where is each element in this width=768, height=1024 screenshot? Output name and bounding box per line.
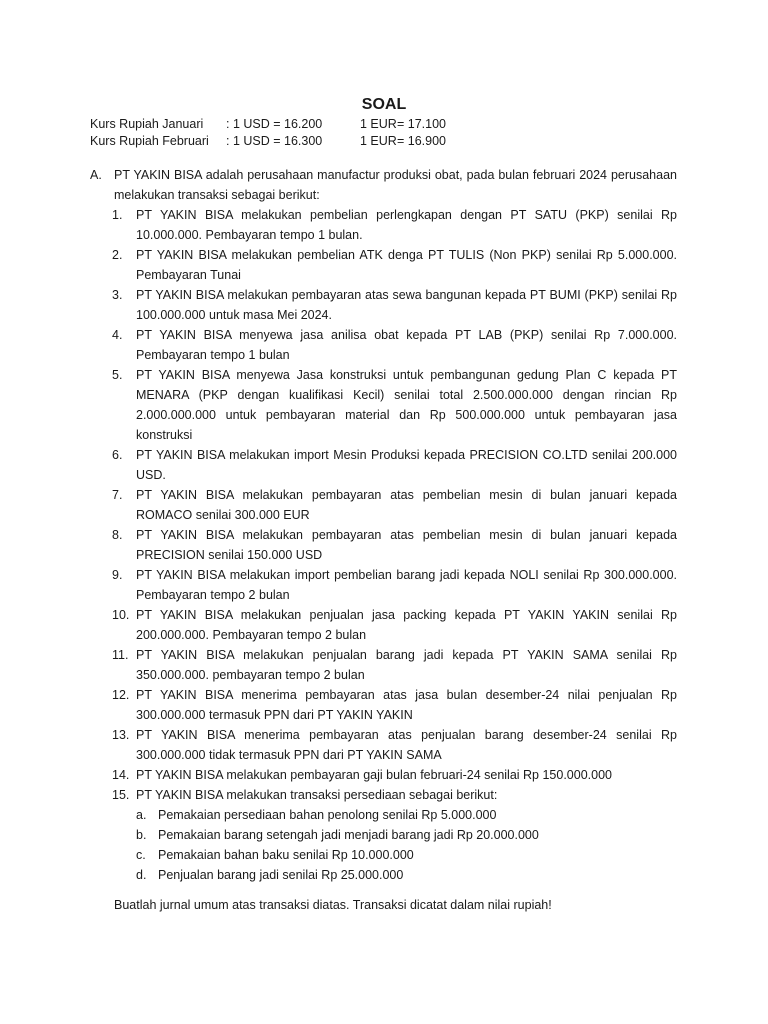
transaction-item — [90, 765, 677, 785]
section-a — [90, 166, 677, 205]
item-text: PT YAKIN BISA melakukan pembayaran gaji bulan februari-24 senilai Rp 150.000.000 — [136, 768, 612, 782]
sub-item-text: Pemakaian barang setengah jadi menjadi barang jadi Rp 20.000.000 — [158, 828, 539, 842]
item-text: PT YAKIN BISA melakukan penjualan barang jadi kepada PT YAKIN SAMA senilai Rp 350.000.000. pembayaran tempo 2 bulan — [136, 648, 677, 682]
transaction-item — [90, 485, 677, 525]
item-text: PT YAKIN BISA melakukan transaksi persediaan sebagai berikut: — [136, 788, 498, 802]
section-letter: A. — [90, 168, 102, 182]
item-text: PT YAKIN BISA menerima pembayaran atas jasa bulan desember-24 nilai penjualan Rp 300.000.000 termasuk PPN dari PT YAKIN YAKIN — [136, 688, 677, 722]
sub-item-text: Pemakaian persediaan bahan penolong senilai Rp 5.000.000 — [158, 808, 497, 822]
item-number: 5. — [112, 368, 123, 382]
item-text: PT YAKIN BISA melakukan pembayaran atas pembelian mesin di bulan januari kepada ROMACO senilai 300.000 EUR — [136, 488, 677, 522]
sub-item-text: Penjualan barang jadi senilai Rp 25.000.000 — [158, 868, 404, 882]
item-text: PT YAKIN BISA melakukan pembelian perlengkapan dengan PT SATU (PKP) senilai Rp 10.000.000. Pembayaran tempo 1 bulan. — [136, 208, 677, 242]
item-text: PT YAKIN BISA menyewa jasa anilisa obat kepada PT LAB (PKP) senilai Rp 7.000.000. Pembayaran tempo 1 bulan — [136, 328, 677, 362]
item-number: 15. — [112, 788, 130, 802]
sub-item-letter: a. — [136, 808, 147, 822]
item-number: 4. — [112, 328, 123, 342]
rate-usd: : 1 USD = 16.200 — [226, 117, 323, 131]
sub-item-letter: c. — [136, 848, 146, 862]
rate-eur-value: = 16.900 — [397, 134, 447, 148]
sub-item-letter: b. — [136, 828, 147, 842]
transaction-item — [90, 245, 677, 285]
item-text: PT YAKIN BISA melakukan pembayaran atas pembelian mesin di bulan januari kepada PRECISION senilai 150.000 USD — [136, 528, 677, 562]
section-intro: PT YAKIN BISA adalah perusahaan manufactur produksi obat, pada bulan februari 2024 perusahaan melakukan transaksi sebagai berikut: — [114, 168, 677, 202]
transaction-item — [90, 725, 677, 765]
item-number: 9. — [112, 568, 123, 582]
item-number: 3. — [112, 288, 123, 302]
transaction-item — [90, 605, 677, 645]
item-number: 7. — [112, 488, 123, 502]
rate-label: Kurs Rupiah Februari — [90, 134, 209, 148]
item-number: 2. — [112, 248, 123, 262]
item-text: PT YAKIN BISA menerima pembayaran atas penjualan barang desember-24 senilai Rp 300.000.000 tidak termasuk PPN dari PT YAKIN SAMA — [136, 728, 677, 762]
rate-eur-value: = 17.100 — [397, 117, 447, 131]
transaction-item — [90, 325, 677, 365]
sub-item — [136, 845, 677, 865]
sub-item — [136, 825, 677, 845]
transaction-item — [90, 645, 677, 685]
item-number: 11. — [112, 648, 129, 662]
item-text: PT YAKIN BISA melakukan pembayaran atas sewa bangunan kepada PT BUMI (PKP) senilai Rp 100.000.000 untuk masa Mei 2024. — [136, 288, 677, 322]
item-number: 8. — [112, 528, 123, 542]
rate-eur-unit: 1 EUR — [360, 117, 397, 131]
item-number: 14. — [112, 768, 130, 782]
page-title: SOAL — [361, 96, 407, 113]
item-text: PT YAKIN BISA melakukan pembelian ATK denga PT TULIS (Non PKP) senilai Rp 5.000.000. Pembayaran Tunai — [136, 248, 677, 282]
sub-list — [136, 805, 677, 885]
item-number: 10. — [112, 608, 130, 622]
item-text: PT YAKIN BISA melakukan import pembelian barang jadi kepada NOLI senilai Rp 300.000.000. Pembayaran tempo 2 bulan — [136, 568, 677, 602]
rate-usd: : 1 USD = 16.300 — [226, 134, 323, 148]
item-text: PT YAKIN BISA menyewa Jasa konstruksi untuk pembangunan gedung Plan C kepada PT MENARA (PKP dengan kualifikasi Kecil) senilai total 2.500.000.000 dengan rincian Rp 2.000.000.000 untuk pembayaran material dan Rp 500.000.000 untuk pembayaran jasa konstruksi — [136, 368, 677, 442]
transaction-item — [90, 445, 677, 485]
transaction-item — [90, 685, 677, 725]
rate-eur-unit: 1 EUR — [360, 134, 397, 148]
item-number: 6. — [112, 448, 123, 462]
sub-item — [136, 805, 677, 825]
item-number: 12. — [112, 688, 130, 702]
sub-item-letter: d. — [136, 868, 147, 882]
sub-item-text: Pemakaian bahan baku senilai Rp 10.000.000 — [158, 848, 414, 862]
item-number: 13. — [112, 728, 130, 742]
item-text: PT YAKIN BISA melakukan import Mesin Produksi kepada PRECISION CO.LTD senilai 200.000 USD. — [136, 448, 677, 482]
closing-instruction: Buatlah jurnal umum atas transaksi diatas. Transaksi dicatat dalam nilai rupiah! — [114, 898, 552, 912]
transaction-list — [90, 205, 677, 885]
transaction-item — [90, 285, 677, 325]
item-text: PT YAKIN BISA melakukan penjualan jasa packing kepada PT YAKIN YAKIN senilai Rp 200.000.000. Pembayaran tempo 2 bulan — [136, 608, 677, 642]
transaction-item — [90, 365, 677, 445]
sub-item — [136, 865, 677, 885]
transaction-item — [90, 205, 677, 245]
transaction-item — [90, 785, 677, 885]
transaction-item — [90, 525, 677, 565]
rate-label: Kurs Rupiah Januari — [90, 117, 204, 131]
transaction-item — [90, 565, 677, 605]
item-number: 1. — [112, 208, 123, 222]
